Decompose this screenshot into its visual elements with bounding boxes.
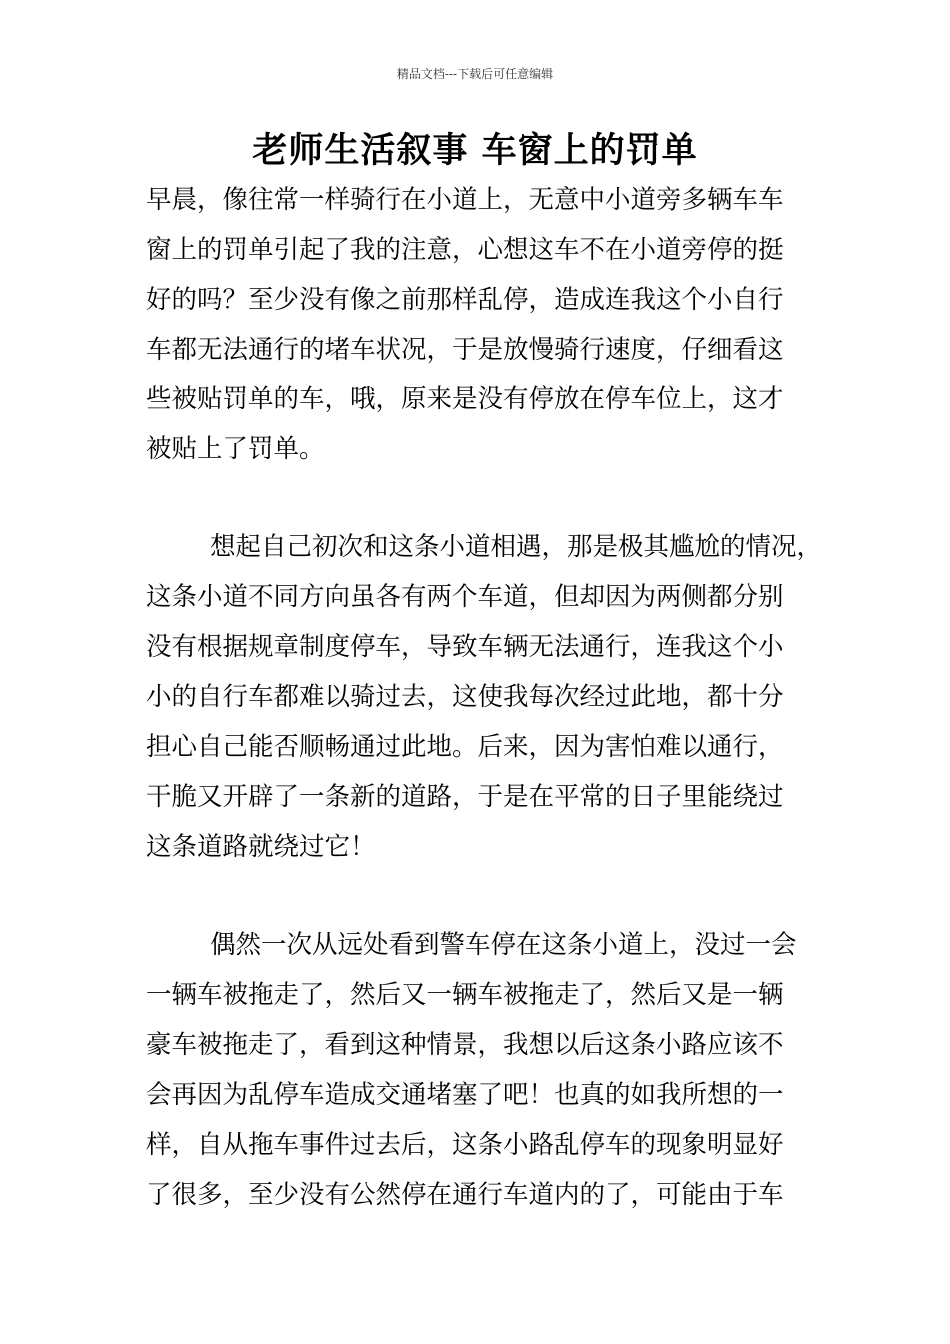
paragraph-line: 偶然一次从远处看到警车停在这条小道上，没过一会 — [210, 930, 797, 960]
paragraph-line: 了很多，至少没有公然停在通行车道内的了，可能由于车 — [146, 1180, 784, 1210]
paragraph-line: 样，自从拖车事件过去后，这条小路乱停车的现象明显好 — [146, 1130, 784, 1160]
paragraph-line: 豪车被拖走了，看到这种情景，我想以后这条小路应该不 — [146, 1030, 784, 1060]
paragraph-line: 担心自己能否顺畅通过此地。后来，因为害怕难以通行， — [146, 732, 784, 762]
paragraph-line: 这条小道不同方向虽各有两个车道，但却因为两侧都分别 — [146, 582, 784, 612]
paragraph-line: 会再因为乱停车造成交通堵塞了吧！也真的如我所想的一 — [146, 1080, 784, 1110]
paragraph-line: 干脆又开辟了一条新的道路，于是在平常的日子里能绕过 — [146, 782, 784, 812]
paragraph-line: 好的吗？至少没有像之前那样乱停，造成连我这个小自行 — [146, 285, 784, 315]
paragraph-line: 小的自行车都难以骑过去，这使我每次经过此地，都十分 — [146, 682, 784, 712]
page-header: 精品文档---下载后可任意编辑 — [396, 67, 554, 81]
paragraph-line: 没有根据规章制度停车，导致车辆无法通行，连我这个小 — [146, 632, 784, 662]
document-title: 老师生活叙事 车窗上的罚单 — [252, 131, 698, 171]
paragraph-line: 被贴上了罚单。 — [146, 434, 325, 464]
paragraph-line: 车都无法通行的堵车状况，于是放慢骑行速度，仔细看这 — [146, 335, 784, 365]
paragraph-line: 这条道路就绕过它！ — [146, 832, 376, 862]
paragraph-line: 窗上的罚单引起了我的注意，心想这车不在小道旁停的挺 — [146, 235, 784, 265]
paragraph-line: 早晨，像往常一样骑行在小道上，无意中小道旁多辆车车 — [146, 185, 784, 215]
paragraph-line: 些被贴罚单的车，哦，原来是没有停放在停车位上，这才 — [146, 384, 784, 414]
paragraph-line: 一辆车被拖走了，然后又一辆车被拖走了，然后又是一辆 — [146, 980, 784, 1010]
paragraph-line: 想起自己初次和这条小道相遇，那是极其尴尬的情况， — [210, 532, 823, 562]
